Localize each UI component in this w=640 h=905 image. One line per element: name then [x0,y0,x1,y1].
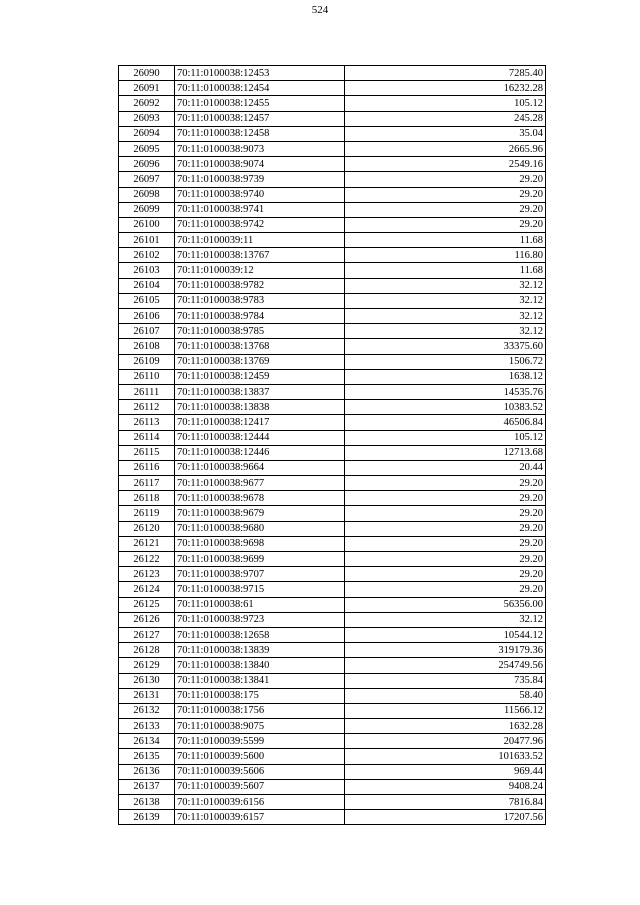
row-number-cell: 26120 [119,521,175,536]
value-cell: 735.84 [345,673,546,688]
value-cell: 20.44 [345,460,546,475]
table-row [119,779,546,794]
row-number-cell: 26095 [119,141,175,156]
table-row [119,612,546,627]
table-row [119,764,546,779]
value-cell: 29.20 [345,506,546,521]
value-cell: 32.12 [345,278,546,293]
table-row [119,324,546,339]
cadastral-number-cell: 70:11:0100038:13840 [175,658,345,673]
row-number-cell: 26139 [119,810,175,825]
table-row [119,187,546,202]
cadastral-number-cell: 70:11:0100038:12457 [175,111,345,126]
value-cell: 254749.56 [345,658,546,673]
value-cell: 1638.12 [345,369,546,384]
value-cell: 12713.68 [345,445,546,460]
table-row [119,643,546,658]
table-row [119,673,546,688]
value-cell: 29.20 [345,172,546,187]
table-row [119,111,546,126]
row-number-cell: 26103 [119,263,175,278]
registry-table-body [119,66,546,825]
row-number-cell: 26132 [119,703,175,718]
table-row [119,506,546,521]
row-number-cell: 26111 [119,384,175,399]
row-number-cell: 26099 [119,202,175,217]
cadastral-number-cell: 70:11:0100039:5607 [175,779,345,794]
row-number-cell: 26112 [119,400,175,415]
row-number-cell: 26121 [119,536,175,551]
row-number-cell: 26125 [119,597,175,612]
value-cell: 2549.16 [345,157,546,172]
table-row [119,521,546,536]
value-cell: 7816.84 [345,795,546,810]
page-number: 524 [311,4,329,16]
registry-table [118,65,546,825]
value-cell: 29.20 [345,567,546,582]
table-row [119,157,546,172]
cadastral-number-cell: 70:11:0100038:9707 [175,567,345,582]
value-cell: 969.44 [345,764,546,779]
cadastral-number-cell: 70:11:0100039:5600 [175,749,345,764]
cadastral-number-cell: 70:11:0100039:6156 [175,795,345,810]
row-number-cell: 26135 [119,749,175,764]
cadastral-number-cell: 70:11:0100038:12446 [175,445,345,460]
table-row [119,749,546,764]
cadastral-number-cell: 70:11:0100039:12 [175,263,345,278]
table-row [119,445,546,460]
value-cell: 29.20 [345,521,546,536]
value-cell: 32.12 [345,324,546,339]
table-row [119,795,546,810]
table-row [119,582,546,597]
table-row [119,81,546,96]
table-row [119,460,546,475]
row-number-cell: 26119 [119,506,175,521]
cadastral-number-cell: 70:11:0100038:9784 [175,309,345,324]
value-cell: 116.80 [345,248,546,263]
row-number-cell: 26123 [119,567,175,582]
value-cell: 11.68 [345,233,546,248]
value-cell: 32.12 [345,293,546,308]
cadastral-number-cell: 70:11:0100039:6157 [175,810,345,825]
value-cell: 32.12 [345,612,546,627]
cadastral-number-cell: 70:11:0100038:9715 [175,582,345,597]
table-row [119,415,546,430]
value-cell: 32.12 [345,309,546,324]
value-cell: 10544.12 [345,627,546,642]
cadastral-number-cell: 70:11:0100038:9680 [175,521,345,536]
cadastral-number-cell: 70:11:0100038:12455 [175,96,345,111]
value-cell: 16232.28 [345,81,546,96]
cadastral-number-cell: 70:11:0100038:13838 [175,400,345,415]
row-number-cell: 26110 [119,369,175,384]
table-row [119,597,546,612]
table-row [119,141,546,156]
cadastral-number-cell: 70:11:0100038:13839 [175,643,345,658]
value-cell: 29.20 [345,217,546,232]
table-row [119,430,546,445]
cadastral-number-cell: 70:11:0100038:12658 [175,627,345,642]
row-number-cell: 26093 [119,111,175,126]
value-cell: 245.28 [345,111,546,126]
row-number-cell: 26137 [119,779,175,794]
value-cell: 29.20 [345,187,546,202]
row-number-cell: 26114 [119,430,175,445]
table-row [119,688,546,703]
cadastral-number-cell: 70:11:0100038:9699 [175,552,345,567]
row-number-cell: 26108 [119,339,175,354]
value-cell: 35.04 [345,126,546,141]
row-number-cell: 26100 [119,217,175,232]
row-number-cell: 26104 [119,278,175,293]
value-cell: 11566.12 [345,703,546,718]
cadastral-number-cell: 70:11:0100038:13769 [175,354,345,369]
row-number-cell: 26138 [119,795,175,810]
table-row [119,536,546,551]
cadastral-number-cell: 70:11:0100038:9679 [175,506,345,521]
row-number-cell: 26136 [119,764,175,779]
table-row [119,293,546,308]
cadastral-number-cell: 70:11:0100038:12458 [175,126,345,141]
row-number-cell: 26124 [119,582,175,597]
value-cell: 29.20 [345,202,546,217]
row-number-cell: 26094 [119,126,175,141]
cadastral-number-cell: 70:11:0100038:9783 [175,293,345,308]
value-cell: 7285.40 [345,66,546,81]
cadastral-number-cell: 70:11:0100038:12454 [175,81,345,96]
table-row [119,126,546,141]
row-number-cell: 26134 [119,734,175,749]
row-number-cell: 26122 [119,552,175,567]
table-row [119,627,546,642]
row-number-cell: 26106 [119,309,175,324]
cadastral-number-cell: 70:11:0100038:9723 [175,612,345,627]
table-row [119,354,546,369]
row-number-cell: 26129 [119,658,175,673]
table-row [119,369,546,384]
row-number-cell: 26118 [119,491,175,506]
cadastral-number-cell: 70:11:0100038:9664 [175,460,345,475]
value-cell: 29.20 [345,491,546,506]
row-number-cell: 26131 [119,688,175,703]
table-row [119,202,546,217]
table-row [119,66,546,81]
table-row [119,233,546,248]
cadastral-number-cell: 70:11:0100038:9678 [175,491,345,506]
cadastral-number-cell: 70:11:0100038:9698 [175,536,345,551]
cadastral-number-cell: 70:11:0100038:13768 [175,339,345,354]
row-number-cell: 26098 [119,187,175,202]
table-row [119,567,546,582]
row-number-cell: 26127 [119,627,175,642]
row-number-cell: 26116 [119,460,175,475]
row-number-cell: 26107 [119,324,175,339]
cadastral-number-cell: 70:11:0100039:5599 [175,734,345,749]
cadastral-number-cell: 70:11:0100038:12453 [175,66,345,81]
row-number-cell: 26092 [119,96,175,111]
value-cell: 105.12 [345,96,546,111]
row-number-cell: 26091 [119,81,175,96]
value-cell: 319179.36 [345,643,546,658]
value-cell: 29.20 [345,476,546,491]
value-cell: 105.12 [345,430,546,445]
value-cell: 2665.96 [345,141,546,156]
row-number-cell: 26090 [119,66,175,81]
value-cell: 29.20 [345,552,546,567]
value-cell: 20477.96 [345,734,546,749]
table-row [119,172,546,187]
table-row [119,476,546,491]
value-cell: 1506.72 [345,354,546,369]
cadastral-number-cell: 70:11:0100038:9740 [175,187,345,202]
row-number-cell: 26117 [119,476,175,491]
table-row [119,309,546,324]
cadastral-number-cell: 70:11:0100038:13767 [175,248,345,263]
row-number-cell: 26126 [119,612,175,627]
row-number-cell: 26130 [119,673,175,688]
cadastral-number-cell: 70:11:0100038:9677 [175,476,345,491]
value-cell: 17207.56 [345,810,546,825]
table-row [119,278,546,293]
cadastral-number-cell: 70:11:0100038:12417 [175,415,345,430]
value-cell: 11.68 [345,263,546,278]
value-cell: 14535.76 [345,384,546,399]
value-cell: 10383.52 [345,400,546,415]
row-number-cell: 26133 [119,719,175,734]
cadastral-number-cell: 70:11:0100038:9073 [175,141,345,156]
row-number-cell: 26105 [119,293,175,308]
cadastral-number-cell: 70:11:0100038:13837 [175,384,345,399]
table-row [119,384,546,399]
row-number-cell: 26128 [119,643,175,658]
cadastral-number-cell: 70:11:0100038:61 [175,597,345,612]
row-number-cell: 26113 [119,415,175,430]
value-cell: 29.20 [345,582,546,597]
table-row [119,248,546,263]
table-row [119,734,546,749]
table-row [119,339,546,354]
row-number-cell: 26096 [119,157,175,172]
cadastral-number-cell: 70:11:0100039:5606 [175,764,345,779]
table-row [119,703,546,718]
table-row [119,719,546,734]
cadastral-number-cell: 70:11:0100038:13841 [175,673,345,688]
table-row [119,810,546,825]
table-row [119,217,546,232]
cadastral-number-cell: 70:11:0100038:9742 [175,217,345,232]
value-cell: 101633.52 [345,749,546,764]
row-number-cell: 26097 [119,172,175,187]
cadastral-number-cell: 70:11:0100038:9074 [175,157,345,172]
table-row [119,263,546,278]
row-number-cell: 26115 [119,445,175,460]
cadastral-number-cell: 70:11:0100038:12444 [175,430,345,445]
cadastral-number-cell: 70:11:0100038:9739 [175,172,345,187]
cadastral-number-cell: 70:11:0100038:9782 [175,278,345,293]
value-cell: 46506.84 [345,415,546,430]
value-cell: 33375.60 [345,339,546,354]
value-cell: 29.20 [345,536,546,551]
cadastral-number-cell: 70:11:0100038:175 [175,688,345,703]
value-cell: 9408.24 [345,779,546,794]
table-row [119,400,546,415]
value-cell: 56356.00 [345,597,546,612]
value-cell: 58.40 [345,688,546,703]
cadastral-number-cell: 70:11:0100038:1756 [175,703,345,718]
cadastral-number-cell: 70:11:0100039:11 [175,233,345,248]
cadastral-number-cell: 70:11:0100038:9785 [175,324,345,339]
cadastral-number-cell: 70:11:0100038:9075 [175,719,345,734]
row-number-cell: 26101 [119,233,175,248]
cadastral-number-cell: 70:11:0100038:12459 [175,369,345,384]
table-row [119,96,546,111]
cadastral-number-cell: 70:11:0100038:9741 [175,202,345,217]
table-row [119,552,546,567]
value-cell: 1632.28 [345,719,546,734]
row-number-cell: 26109 [119,354,175,369]
row-number-cell: 26102 [119,248,175,263]
table-row [119,658,546,673]
table-row [119,491,546,506]
